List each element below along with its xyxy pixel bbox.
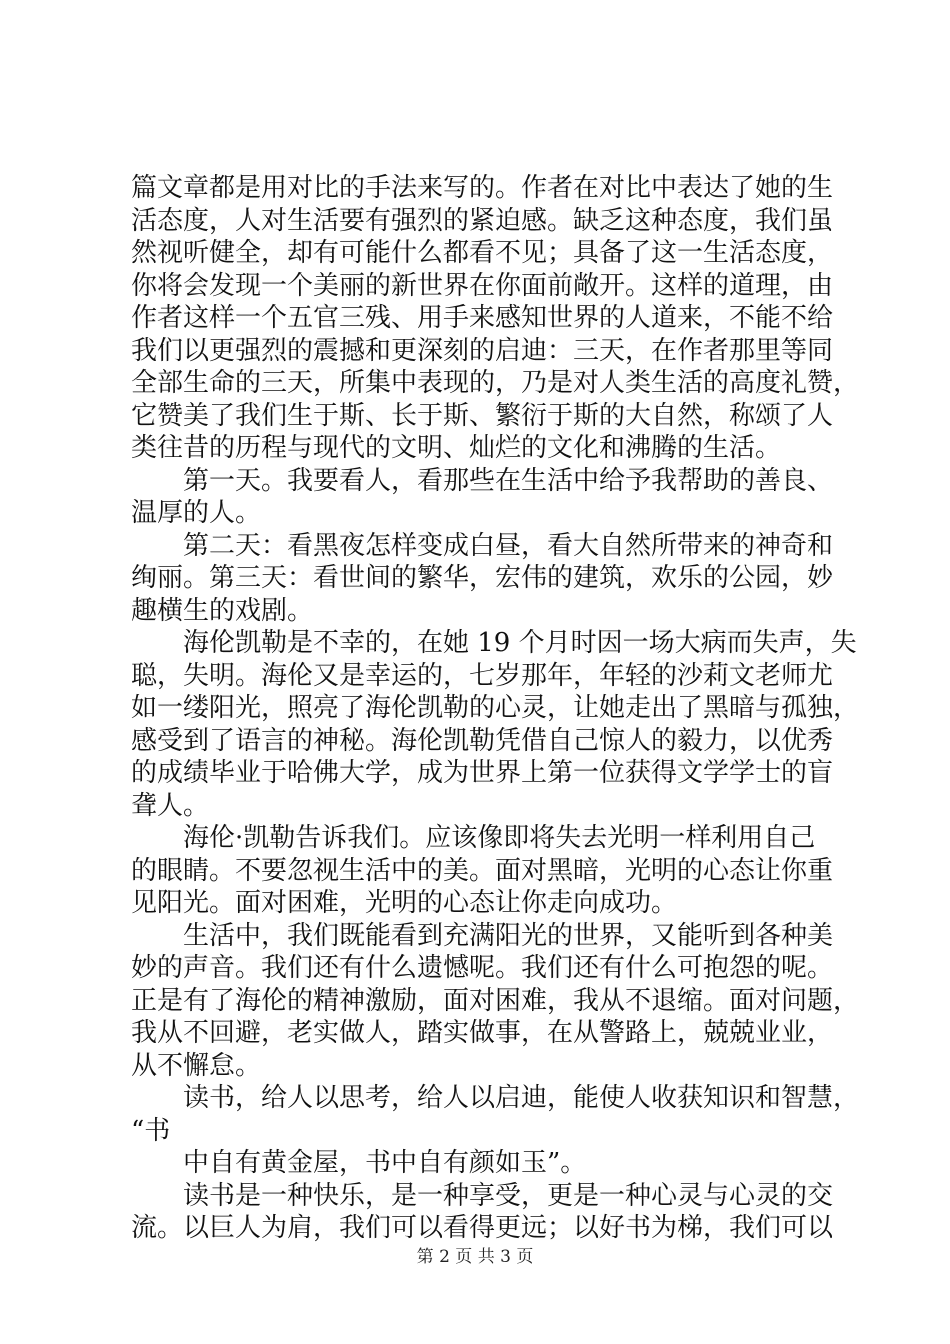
text-line: 聋人。 <box>131 790 210 821</box>
text-line: 聪，失明。海伦又是幸运的，七岁那年，年轻的沙莉文老师尤 <box>131 660 834 691</box>
text-line: 如一缕阳光，照亮了海伦凯勒的心灵，让她走出了黑暗与孤独， <box>131 693 860 723</box>
page-footer <box>0 1242 950 1267</box>
text-line: 然视听健全，却有可能什么都看不见；具备了这一生活态度， <box>131 238 834 268</box>
text-line: 活态度，人对生活要有强烈的紧迫感。缺乏这种态度，我们虽 <box>131 205 834 236</box>
text-line: “书 <box>131 1115 171 1146</box>
text-line: 趣横生的戏剧。 <box>131 595 314 626</box>
text-line: 海伦凯勒是不幸的，在她 19 个月时因一场大病而失声，失 <box>183 628 857 658</box>
text-line: 正是有了海伦的精神激励，面对困难，我从不退缩。面对问题， <box>131 985 860 1016</box>
page-number-label: 第 2 页 共 3 页 <box>416 1247 534 1267</box>
text-line: 妙的声音。我们还有什么遗憾呢。我们还有什么可抱怨的呢。 <box>131 953 834 983</box>
document-body <box>131 172 860 1245</box>
text-line: 海伦·凯勒告诉我们。应该像即将失去光明一样利用自己 <box>183 823 816 853</box>
text-line: 它赞美了我们生于斯、长于斯、繁衍于斯的大自然，称颂了人 <box>131 400 834 431</box>
text-line: 全部生命的三天，所集中表现的，乃是对人类生活的高度礼赞， <box>131 368 860 398</box>
text-line: 感受到了语言的神秘。海伦凯勒凭借自己惊人的毅力，以优秀 <box>131 725 834 756</box>
text-line: 作者这样一个五官三残、用手来感知世界的人道来，不能不给 <box>131 303 834 333</box>
text-line: 篇文章都是用对比的手法来写的。作者在对比中表达了她的生 <box>131 173 834 203</box>
text-line: 第二天：看黑夜怎样变成白昼，看大自然所带来的神奇和 <box>183 530 834 561</box>
text-line: 我从不回避，老实做人，踏实做事，在从警路上，兢兢业业， <box>131 1018 834 1048</box>
text-line: 类往昔的历程与现代的文明、灿烂的文化和沸腾的生活。 <box>131 433 782 463</box>
text-line: 读书是一种快乐，是一种享受，更是一种心灵与心灵的交 <box>183 1180 834 1211</box>
text-line: 生活中，我们既能看到充满阳光的世界，又能听到各种美 <box>183 920 834 951</box>
text-line: 的成绩毕业于哈佛大学，成为世界上第一位获得文学学士的盲 <box>131 758 834 788</box>
text-line: 温厚的人。 <box>131 498 262 528</box>
text-line: 我们以更强烈的震撼和更深刻的启迪：三天，在作者那里等同 <box>131 335 834 366</box>
text-line: 流。以巨人为肩，我们可以看得更远；以好书为梯，我们可以 <box>131 1213 834 1243</box>
text-line: 见阳光。面对困难，光明的心态让你走向成功。 <box>131 888 678 918</box>
text-line: 第一天。我要看人，看那些在生活中给予我帮助的善良、 <box>183 465 834 496</box>
text-line: 绚丽。第三天：看世间的繁华，宏伟的建筑，欢乐的公园，妙 <box>131 563 834 593</box>
text-line: 你将会发现一个美丽的新世界在你面前敞开。这样的道理，由 <box>131 270 834 301</box>
text-line: 的眼睛。不要忽视生活中的美。面对黑暗，光明的心态让你重 <box>131 855 834 886</box>
text-line: 中自有黄金屋，书中自有颜如玉”。 <box>183 1148 587 1178</box>
text-line: 从不懈怠。 <box>131 1050 262 1081</box>
text-line: 读书，给人以思考，给人以启迪，能使人收获知识和智慧， <box>183 1083 860 1113</box>
